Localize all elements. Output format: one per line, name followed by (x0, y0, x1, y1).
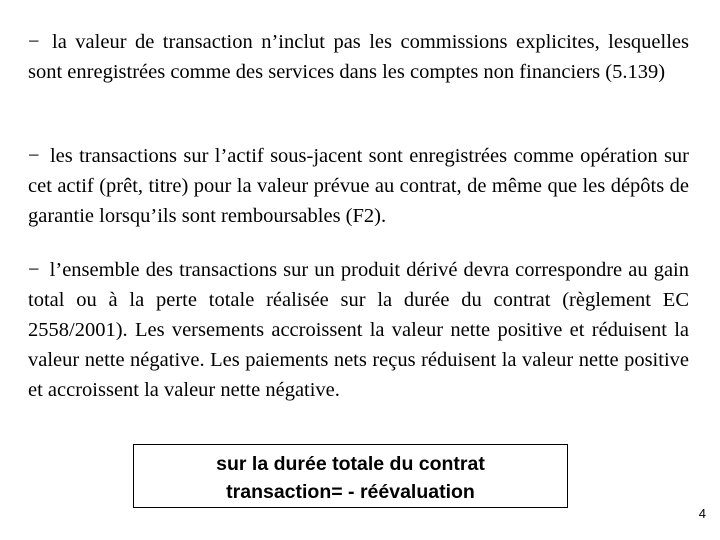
paragraph-derivative-transactions (28, 255, 689, 405)
page-number: 4 (698, 506, 706, 521)
paragraph-commissions (28, 27, 689, 87)
summary-line-1: sur la durée totale du contrat (216, 453, 485, 475)
paragraph-text: la valeur de transaction n’inclut pas les commissions explicites, lesquelles sont enregistrées comme des services dans les comptes non financiers (5.139) (28, 31, 689, 83)
bullet-dash: − (28, 259, 40, 281)
paragraph-underlying-asset (28, 141, 689, 231)
bullet-dash: − (28, 145, 40, 167)
paragraph-text: les transactions sur l’actif sous-jacent sont enregistrées comme opération sur cet actif (prêt, titre) pour la valeur prévue au contrat, de même que les dépôts de garantie lorsqu’ils sont remboursables (F2). (28, 145, 690, 227)
summary-box (133, 444, 568, 508)
paragraph-text: l’ensemble des transactions sur un produit dérivé devra correspondre au gain total ou à la perte totale réalisée sur la durée du contrat (règlement EC 2558/2001). Les versements accroissent la valeur nette positive et réduisent la valeur nette négative. Les paiements nets reçus réduisent la valeur nette positive et accroissent la valeur nette négative. (28, 259, 689, 401)
bullet-dash: − (28, 31, 40, 53)
summary-line-2: transaction= - réévaluation (226, 481, 475, 503)
